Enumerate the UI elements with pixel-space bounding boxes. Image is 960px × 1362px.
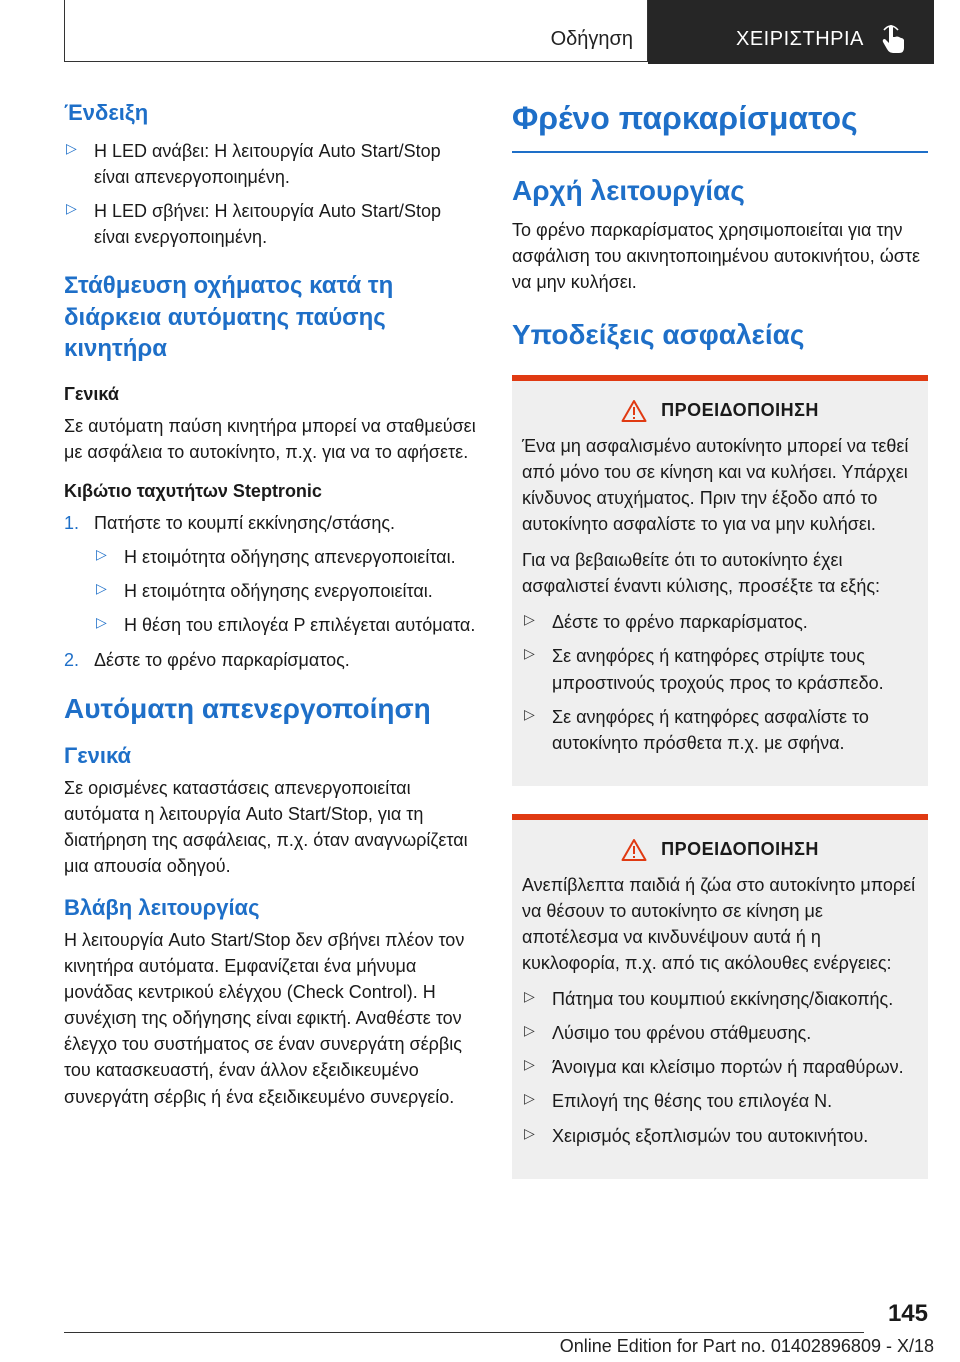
list-item: ▷ Η ετοιμότητα οδήγησης απενεργοποιείται.: [96, 546, 456, 568]
chapter-tab: [648, 0, 934, 64]
step-text: Πατήστε το κουμπί εκκίνησης/στάσης.: [94, 513, 396, 534]
steps-list: [64, 510, 480, 672]
list-item: ▷ Χειρισμός εξοπλισμών του αυτοκινήτου.: [524, 1124, 869, 1146]
warning-paragraph: Για να βεβαιωθείτε ότι το αυτοκίνητο έχει ασφαλιστεί έναντι κύλισης, προσέξτε τα εξής:: [522, 550, 881, 597]
triangle-bullet-icon: ▷: [66, 140, 77, 156]
triangle-bullet-icon: ▷: [96, 614, 107, 631]
right-column: [512, 100, 928, 1207]
list-item: ▷ Επιλογή της θέσης του επιλογέα N.: [524, 1090, 833, 1112]
list-item: ▷ Η LED σβήνει: Η λειτουργία Auto Start/Stop είναι ενεργοποιημένη.: [66, 200, 441, 248]
warning-paragraph: Ένα μη ασφαλισμένο αυτοκίνητο μπορεί να τεθεί από μόνο του σε κίνηση και να κυλήσει. Υπάρχει κίνδυνος ατυχήματος. Πριν την έξοδο από το αυτοκίνητο ασφαλίστε το για να μην κυλήσει.: [522, 435, 909, 535]
left-column: [64, 100, 480, 1126]
triangle-bullet-icon: ▷: [96, 546, 107, 563]
parking-heading: Στάθμευση οχήματος κατά τη διάρκεια αυτόματης παύσης κινητήρα: [64, 272, 394, 362]
page-header: [64, 0, 934, 64]
principle-text: Το φρένο παρκαρίσματος χρησιμοποιείται για την ασφάλιση του ακινητοποιημένου αυτοκινήτου, ώστε να μην κυλήσει.: [512, 219, 921, 292]
step-number: 1.: [64, 513, 80, 534]
triangle-bullet-icon: ▷: [524, 1090, 535, 1107]
chapter-title: ΧΕΙΡΙΣΤΗΡΙΑ: [736, 28, 864, 50]
list-item: ▷ Άνοιγμα και κλείσιμο πορτών ή παραθύρων.: [524, 1056, 904, 1078]
warning-triangle-icon: [621, 399, 647, 423]
warning-title: ΠΡΟΕΙΔΟΠΟΙΗΣΗ: [661, 400, 819, 421]
triangle-bullet-icon: ▷: [524, 1124, 535, 1141]
triangle-bullet-icon: ▷: [524, 1056, 535, 1073]
general-label: Γενικά: [64, 383, 119, 404]
auto-off-general-heading: Γενικά: [64, 742, 132, 768]
triangle-bullet-icon: ▷: [524, 645, 535, 662]
auto-off-text: Σε ορισμένες καταστάσεις απενεργοποιείται αυτόματα η λειτουργία Auto Start/Stop, για τη διατήρηση της ασφάλειας, π.χ. όταν αναγνωρίζεται μια απουσία οδηγού.: [64, 777, 468, 876]
list-item: ▷ Σε ανηφόρες ή κατηφόρες ασφαλίστε το αυτοκίνητο πρόσθετα π.χ. με σφήνα.: [524, 705, 869, 753]
safety-heading: Υποδείξεις ασφαλείας: [512, 318, 805, 350]
triangle-bullet-icon: ▷: [66, 200, 77, 217]
list-item: ▷ Λύσιμο του φρένου στάθμευσης.: [524, 1022, 812, 1044]
step-item: [64, 510, 480, 638]
triangle-bullet-icon: ▷: [524, 611, 535, 628]
step-text: Δέστε το φρένο παρκαρίσματος.: [94, 649, 350, 670]
list-item: ▷ Πάτημα του κουμπιού εκκίνησης/διακοπής.: [524, 988, 894, 1010]
warning-header: [522, 399, 918, 423]
step-number: 2.: [64, 649, 80, 670]
warning-list: [522, 986, 918, 1148]
step-sublist: [94, 544, 480, 638]
warning-paragraph: Ανεπίβλεπτα παιδιά ή ζώα στο αυτοκίνητο μπορεί να θέσουν το αυτοκίνητο σε κίνηση με αποτέλεσμα να κινδυνέψουν αυτά ή η κυκλοφορία, π.χ. από τις ακόλουθες ενέργειες:: [522, 874, 916, 974]
triangle-bullet-icon: ▷: [96, 580, 107, 597]
warning-title: ΠΡΟΕΙΔΟΠΟΙΗΣΗ: [661, 839, 819, 860]
warning-box: [512, 814, 928, 1179]
section-tab: [64, 0, 648, 62]
list-item: ▷ Η LED ανάβει: Η λειτουργία Auto Start/Stop είναι απενεργοποιημένη.: [66, 140, 441, 188]
warning-box: [512, 375, 928, 786]
list-item: ▷ Σε ανηφόρες ή κατηφόρες στρίψτε τους μπροστινούς τροχούς προς το κράσπεδο.: [524, 645, 884, 693]
list-item: ▷ Η ετοιμότητα οδήγησης ενεργοποιείται.: [96, 580, 433, 602]
warning-triangle-icon: [621, 838, 647, 862]
edition-text: Online Edition for Part no. 01402896809 - X/18: [559, 1336, 934, 1356]
page-number: 145: [887, 1300, 928, 1327]
brake-heading: Φρένο παρκαρίσματος: [512, 100, 858, 136]
warning-header: [522, 838, 918, 862]
triangle-bullet-icon: ▷: [524, 988, 535, 1005]
triangle-bullet-icon: ▷: [524, 1022, 535, 1039]
steptronic-label: Κιβώτιο ταχυτήτων Steptronic: [64, 481, 322, 502]
indication-list: [64, 138, 480, 250]
step-item: [64, 647, 480, 673]
general-text: Σε αυτόματη παύση κινητήρα μπορεί να σταθμεύσει με ασφάλεια το αυτοκίνητο, π.χ. για να το αφήσετε.: [64, 415, 476, 463]
list-item: ▷ Δέστε το φρένο παρκαρίσματος.: [524, 611, 808, 633]
list-item: ▷ Η θέση του επιλογέα P επιλέγεται αυτόματα.: [96, 614, 476, 636]
hand-pointer-icon: [880, 24, 908, 54]
footer-divider: [64, 1332, 864, 1333]
auto-off-heading: Αυτόματη απενεργοποίηση: [64, 692, 431, 724]
section-title: Οδήγηση: [550, 28, 633, 50]
principle-heading: Αρχή λειτουργίας: [512, 174, 745, 206]
heading-divider: [512, 151, 928, 153]
triangle-bullet-icon: ▷: [524, 705, 535, 722]
indication-heading: Ένδειξη: [64, 100, 149, 125]
fault-text: Η λειτουργία Auto Start/Stop δεν σβήνει πλέον τον κινητήρα αυτόματα. Εμφανίζεται ένα μήνυμα μονάδας κεντρικού ελέγχου (Check Control). Η συνέχιση της οδήγησης είναι εφικτή. Αναθέστε τον έλεγχο του συστήματος σε έναν συνεργάτη σέρβις του κατασκευαστή, έναν άλλον εξειδικευμένο συνεργάτη σέρβις ή ένα εξειδικευμένο συνεργείο.: [64, 929, 465, 1107]
warning-list: [522, 609, 918, 755]
fault-heading: Βλάβη λειτουργίας: [64, 894, 260, 920]
